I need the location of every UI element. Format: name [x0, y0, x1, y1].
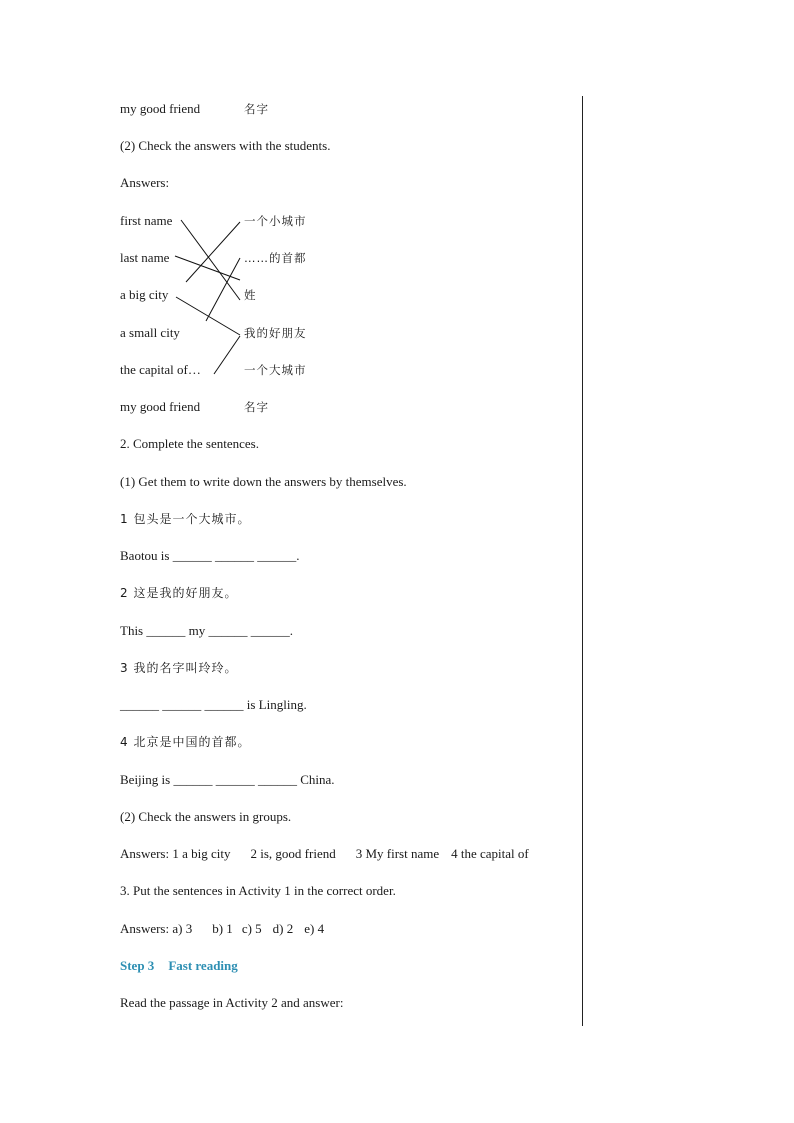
answers-2-item: 3 My first name: [355, 846, 440, 861]
match-left-2: last name: [120, 250, 170, 265]
sentence-4-en: Beijing is ______ ______ ______ China.: [120, 772, 335, 787]
read-instruction: Read the passage in Activity 2 and answer:: [120, 995, 344, 1010]
sentence-1-en: Baotou is ______ ______ ______.: [120, 548, 300, 563]
sentence-4-cn: 4 北京是中国的首都。: [120, 735, 251, 749]
answers-2: [120, 846, 529, 862]
match-right-3: 姓: [244, 288, 257, 302]
answers-2-item: 1 a big city: [172, 846, 231, 861]
connector-capital: [206, 258, 240, 321]
match-right-4: 我的好朋友: [244, 326, 307, 340]
answers-2-item: 4 the capital of: [451, 846, 529, 861]
answers-label: Answers:: [120, 175, 170, 190]
answers-3-item: d) 2: [272, 921, 294, 936]
sentence-3-en: ______ ______ ______ is Lingling.: [120, 697, 307, 712]
step-3-title: Fast reading: [168, 958, 238, 973]
answers-2-label: Answers:: [120, 846, 170, 861]
answers-3-item: e) 4: [304, 921, 325, 936]
connector-good-friend: [214, 336, 240, 374]
match-right-6: 名字: [244, 400, 269, 414]
match-right-5: 一个大城市: [244, 363, 307, 377]
sentence-1-cn: 1 包头是一个大城市。: [120, 512, 251, 526]
match-left-4: a small city: [120, 325, 180, 340]
answers-3-item: a) 3: [172, 921, 193, 936]
check-groups: (2) Check the answers in groups.: [120, 809, 292, 824]
answers-3: [120, 921, 324, 937]
step-3-number: Step 3: [120, 958, 155, 973]
sentence-3-cn: 3 我的名字叫玲玲。: [120, 661, 238, 675]
answers-3-item: c) 5: [241, 921, 262, 936]
connector-big-city: [176, 297, 240, 335]
match-left-5: the capital of…: [120, 362, 201, 377]
answers-3-item: b) 1: [212, 921, 233, 936]
answers-2-item: 2 is, good friend: [250, 846, 336, 861]
sentence-2-en: This ______ my ______ ______.: [120, 623, 293, 638]
top-pair-right: 名字: [244, 102, 269, 116]
answers-3-label: Answers:: [120, 921, 170, 936]
put-order: 3. Put the sentences in Activity 1 in the correct order.: [120, 883, 396, 898]
match-left-1: first name: [120, 213, 173, 228]
complete-instruction: (1) Get them to write down the answers by themselves.: [120, 474, 407, 489]
top-pair-left: my good friend: [120, 101, 201, 116]
sentence-2-cn: 2 这是我的好朋友。: [120, 586, 238, 600]
match-right-2: ……的首都: [244, 251, 307, 265]
match-left-3: a big city: [120, 287, 169, 302]
match-right-1: 一个小城市: [244, 214, 307, 228]
match-left-6: my good friend: [120, 399, 201, 414]
step-3-heading: [120, 958, 238, 974]
complete-heading: 2. Complete the sentences.: [120, 436, 259, 451]
check-instruction: (2) Check the answers with the students.: [120, 138, 331, 153]
